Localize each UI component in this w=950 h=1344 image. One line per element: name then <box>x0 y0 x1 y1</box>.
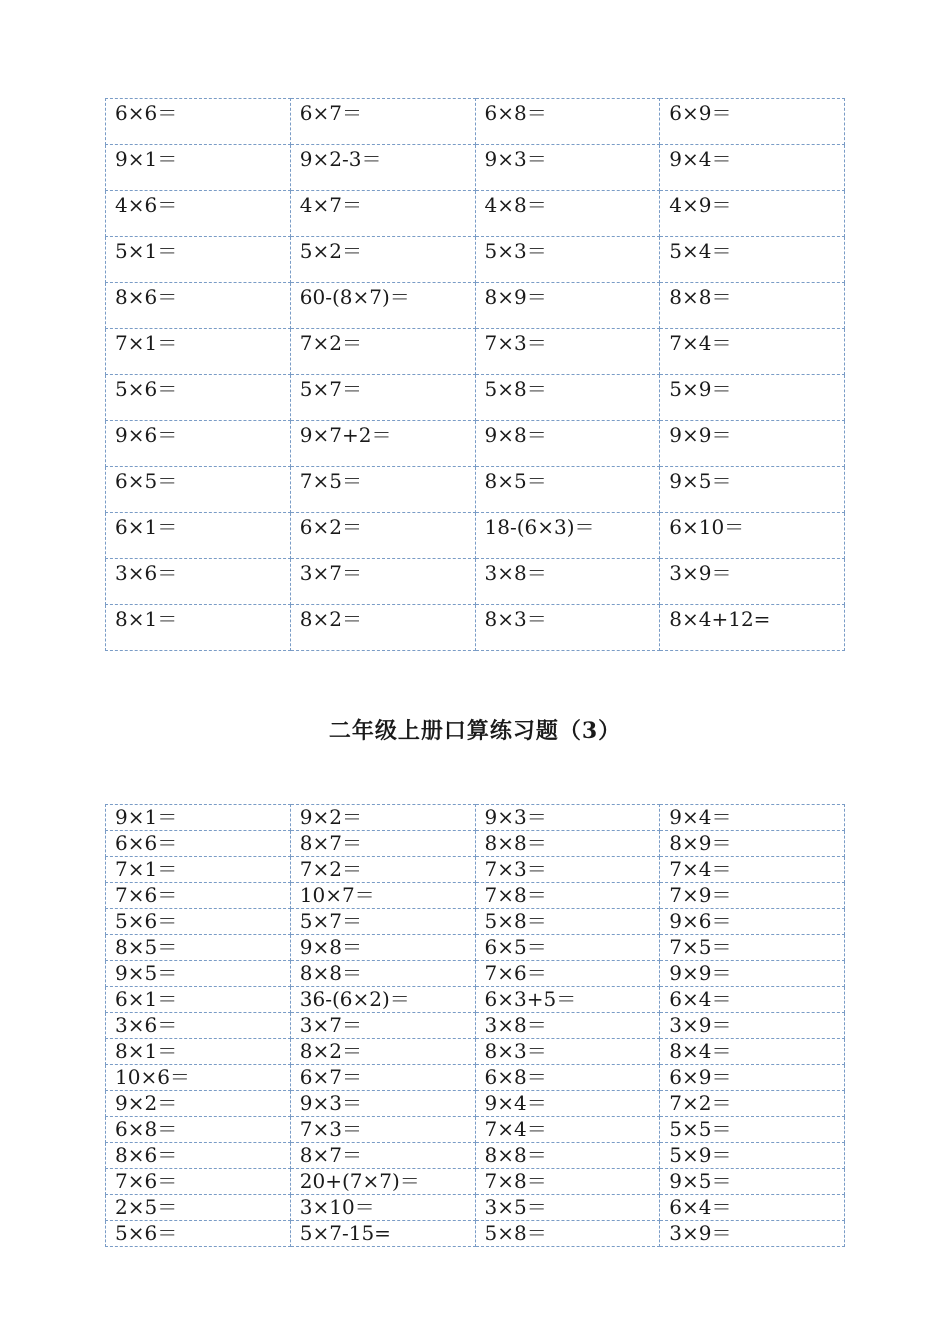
problem-cell: 5×7＝ <box>290 909 475 935</box>
problem-cell: 20+(7×7)＝ <box>290 1169 475 1195</box>
problem-cell: 9×5＝ <box>660 467 845 513</box>
problem-cell: 9×6＝ <box>660 909 845 935</box>
problem-cell: 7×1＝ <box>106 329 291 375</box>
problem-cell: 10×6＝ <box>106 1065 291 1091</box>
problem-cell: 6×9＝ <box>660 1065 845 1091</box>
problem-cell: 5×1＝ <box>106 237 291 283</box>
problem-cell: 9×5＝ <box>660 1169 845 1195</box>
problem-cell: 5×7＝ <box>290 375 475 421</box>
table-row <box>106 1065 845 1091</box>
problem-cell: 6×3+5＝ <box>475 987 660 1013</box>
problem-cell: 4×7＝ <box>290 191 475 237</box>
problem-cell: 6×4＝ <box>660 1195 845 1221</box>
problem-cell: 9×9＝ <box>660 421 845 467</box>
problem-cell: 6×4＝ <box>660 987 845 1013</box>
problem-cell: 6×6＝ <box>106 99 291 145</box>
problem-cell: 8×4＝ <box>660 1039 845 1065</box>
problem-cell: 8×3＝ <box>475 605 660 651</box>
problem-cell: 5×8＝ <box>475 909 660 935</box>
problem-cell: 6×7＝ <box>290 99 475 145</box>
problem-cell: 9×8＝ <box>290 935 475 961</box>
table-row <box>106 935 845 961</box>
problem-cell: 3×9＝ <box>660 1013 845 1039</box>
table-row <box>106 883 845 909</box>
table-row <box>106 145 845 191</box>
problem-cell: 9×6＝ <box>106 421 291 467</box>
table-row <box>106 1221 845 1247</box>
problem-cell: 9×2＝ <box>106 1091 291 1117</box>
problem-cell: 18-(6×3)＝ <box>475 513 660 559</box>
problem-cell: 36-(6×2)＝ <box>290 987 475 1013</box>
problem-cell: 9×5＝ <box>106 961 291 987</box>
problem-cell: 5×9＝ <box>660 375 845 421</box>
problem-cell: 7×8＝ <box>475 883 660 909</box>
problem-cell: 4×9＝ <box>660 191 845 237</box>
problem-cell: 7×2＝ <box>660 1091 845 1117</box>
exercise-table-top <box>105 98 845 651</box>
table-row <box>106 805 845 831</box>
problem-cell: 8×8＝ <box>475 1143 660 1169</box>
problem-cell: 5×2＝ <box>290 237 475 283</box>
problem-cell: 9×2-3＝ <box>290 145 475 191</box>
problem-cell: 6×9＝ <box>660 99 845 145</box>
table-row <box>106 605 845 651</box>
problem-cell: 4×6＝ <box>106 191 291 237</box>
problem-cell: 10×7＝ <box>290 883 475 909</box>
problem-cell: 7×2＝ <box>290 857 475 883</box>
problem-cell: 9×7+2＝ <box>290 421 475 467</box>
problem-cell: 8×6＝ <box>106 1143 291 1169</box>
table-row <box>106 961 845 987</box>
problem-cell: 3×8＝ <box>475 1013 660 1039</box>
worksheet-title: 二年级上册口算练习题（3） <box>328 718 622 744</box>
table-row <box>106 1117 845 1143</box>
problem-cell: 7×4＝ <box>660 329 845 375</box>
problem-cell: 9×4＝ <box>475 1091 660 1117</box>
problem-cell: 7×3＝ <box>475 857 660 883</box>
problem-cell: 8×4+12= <box>660 605 845 651</box>
problem-cell: 5×4＝ <box>660 237 845 283</box>
problem-cell: 3×7＝ <box>290 1013 475 1039</box>
problem-cell: 3×5＝ <box>475 1195 660 1221</box>
problem-cell: 8×2＝ <box>290 605 475 651</box>
problem-cell: 5×6＝ <box>106 1221 291 1247</box>
problem-cell: 3×6＝ <box>106 559 291 605</box>
problem-cell: 5×6＝ <box>106 375 291 421</box>
problem-cell: 7×8＝ <box>475 1169 660 1195</box>
problem-cell: 5×5＝ <box>660 1117 845 1143</box>
problem-cell: 60-(8×7)＝ <box>290 283 475 329</box>
problem-cell: 6×5＝ <box>475 935 660 961</box>
problem-cell: 5×3＝ <box>475 237 660 283</box>
table-row <box>106 375 845 421</box>
table-row <box>106 987 845 1013</box>
problem-cell: 8×8＝ <box>290 961 475 987</box>
problem-cell: 6×8＝ <box>475 99 660 145</box>
problem-cell: 8×1＝ <box>106 1039 291 1065</box>
problem-cell: 8×2＝ <box>290 1039 475 1065</box>
problem-cell: 8×5＝ <box>106 935 291 961</box>
table-row <box>106 467 845 513</box>
table-row <box>106 559 845 605</box>
problem-cell: 9×9＝ <box>660 961 845 987</box>
problem-cell: 6×5＝ <box>106 467 291 513</box>
problem-cell: 6×10＝ <box>660 513 845 559</box>
problem-cell: 8×3＝ <box>475 1039 660 1065</box>
problem-cell: 5×8＝ <box>475 1221 660 1247</box>
table-row <box>106 99 845 145</box>
problem-cell: 8×1＝ <box>106 605 291 651</box>
problem-cell: 8×9＝ <box>475 283 660 329</box>
problem-cell: 6×7＝ <box>290 1065 475 1091</box>
problem-cell: 9×3＝ <box>475 145 660 191</box>
problem-cell: 3×8＝ <box>475 559 660 605</box>
problem-cell: 3×9＝ <box>660 1221 845 1247</box>
problem-cell: 6×8＝ <box>106 1117 291 1143</box>
problem-cell: 5×8＝ <box>475 375 660 421</box>
exercise-table-bottom <box>105 804 845 1247</box>
problem-cell: 9×4＝ <box>660 805 845 831</box>
table-row <box>106 1039 845 1065</box>
problem-cell: 3×9＝ <box>660 559 845 605</box>
table-row <box>106 1169 845 1195</box>
table-row <box>106 1195 845 1221</box>
problem-cell: 7×6＝ <box>106 1169 291 1195</box>
table-row <box>106 857 845 883</box>
table-row <box>106 1143 845 1169</box>
problem-cell: 7×4＝ <box>475 1117 660 1143</box>
problem-cell: 5×9＝ <box>660 1143 845 1169</box>
table-row <box>106 329 845 375</box>
problem-cell: 9×1＝ <box>106 805 291 831</box>
problem-cell: 9×8＝ <box>475 421 660 467</box>
table-row <box>106 1091 845 1117</box>
problem-cell: 8×5＝ <box>475 467 660 513</box>
problem-cell: 9×2＝ <box>290 805 475 831</box>
problem-cell: 2×5＝ <box>106 1195 291 1221</box>
problem-cell: 6×1＝ <box>106 513 291 559</box>
problem-cell: 6×8＝ <box>475 1065 660 1091</box>
problem-cell: 7×4＝ <box>660 857 845 883</box>
table-row <box>106 1013 845 1039</box>
problem-cell: 7×9＝ <box>660 883 845 909</box>
problem-cell: 3×7＝ <box>290 559 475 605</box>
problem-cell: 8×9＝ <box>660 831 845 857</box>
table-row <box>106 237 845 283</box>
table-row <box>106 909 845 935</box>
problem-cell: 7×3＝ <box>475 329 660 375</box>
problem-cell: 3×10＝ <box>290 1195 475 1221</box>
problem-cell: 7×2＝ <box>290 329 475 375</box>
problem-cell: 5×6＝ <box>106 909 291 935</box>
table-row <box>106 421 845 467</box>
problem-cell: 8×7＝ <box>290 1143 475 1169</box>
problem-cell: 6×2＝ <box>290 513 475 559</box>
problem-cell: 9×4＝ <box>660 145 845 191</box>
problem-cell: 8×6＝ <box>106 283 291 329</box>
problem-cell: 7×3＝ <box>290 1117 475 1143</box>
problem-cell: 9×3＝ <box>475 805 660 831</box>
problem-cell: 7×5＝ <box>290 467 475 513</box>
problem-cell: 3×6＝ <box>106 1013 291 1039</box>
table-row <box>106 191 845 237</box>
problem-cell: 7×1＝ <box>106 857 291 883</box>
problem-cell: 7×6＝ <box>475 961 660 987</box>
problem-cell: 5×7-15= <box>290 1221 475 1247</box>
table-row <box>106 283 845 329</box>
problem-cell: 8×8＝ <box>660 283 845 329</box>
exercise-table-top-body <box>106 99 845 651</box>
problem-cell: 8×7＝ <box>290 831 475 857</box>
problem-cell: 6×6＝ <box>106 831 291 857</box>
problem-cell: 9×1＝ <box>106 145 291 191</box>
problem-cell: 4×8＝ <box>475 191 660 237</box>
table-row <box>106 831 845 857</box>
problem-cell: 8×8＝ <box>475 831 660 857</box>
exercise-table-bottom-body <box>106 805 845 1247</box>
problem-cell: 6×1＝ <box>106 987 291 1013</box>
problem-cell: 7×5＝ <box>660 935 845 961</box>
problem-cell: 9×3＝ <box>290 1091 475 1117</box>
table-row <box>106 513 845 559</box>
problem-cell: 7×6＝ <box>106 883 291 909</box>
